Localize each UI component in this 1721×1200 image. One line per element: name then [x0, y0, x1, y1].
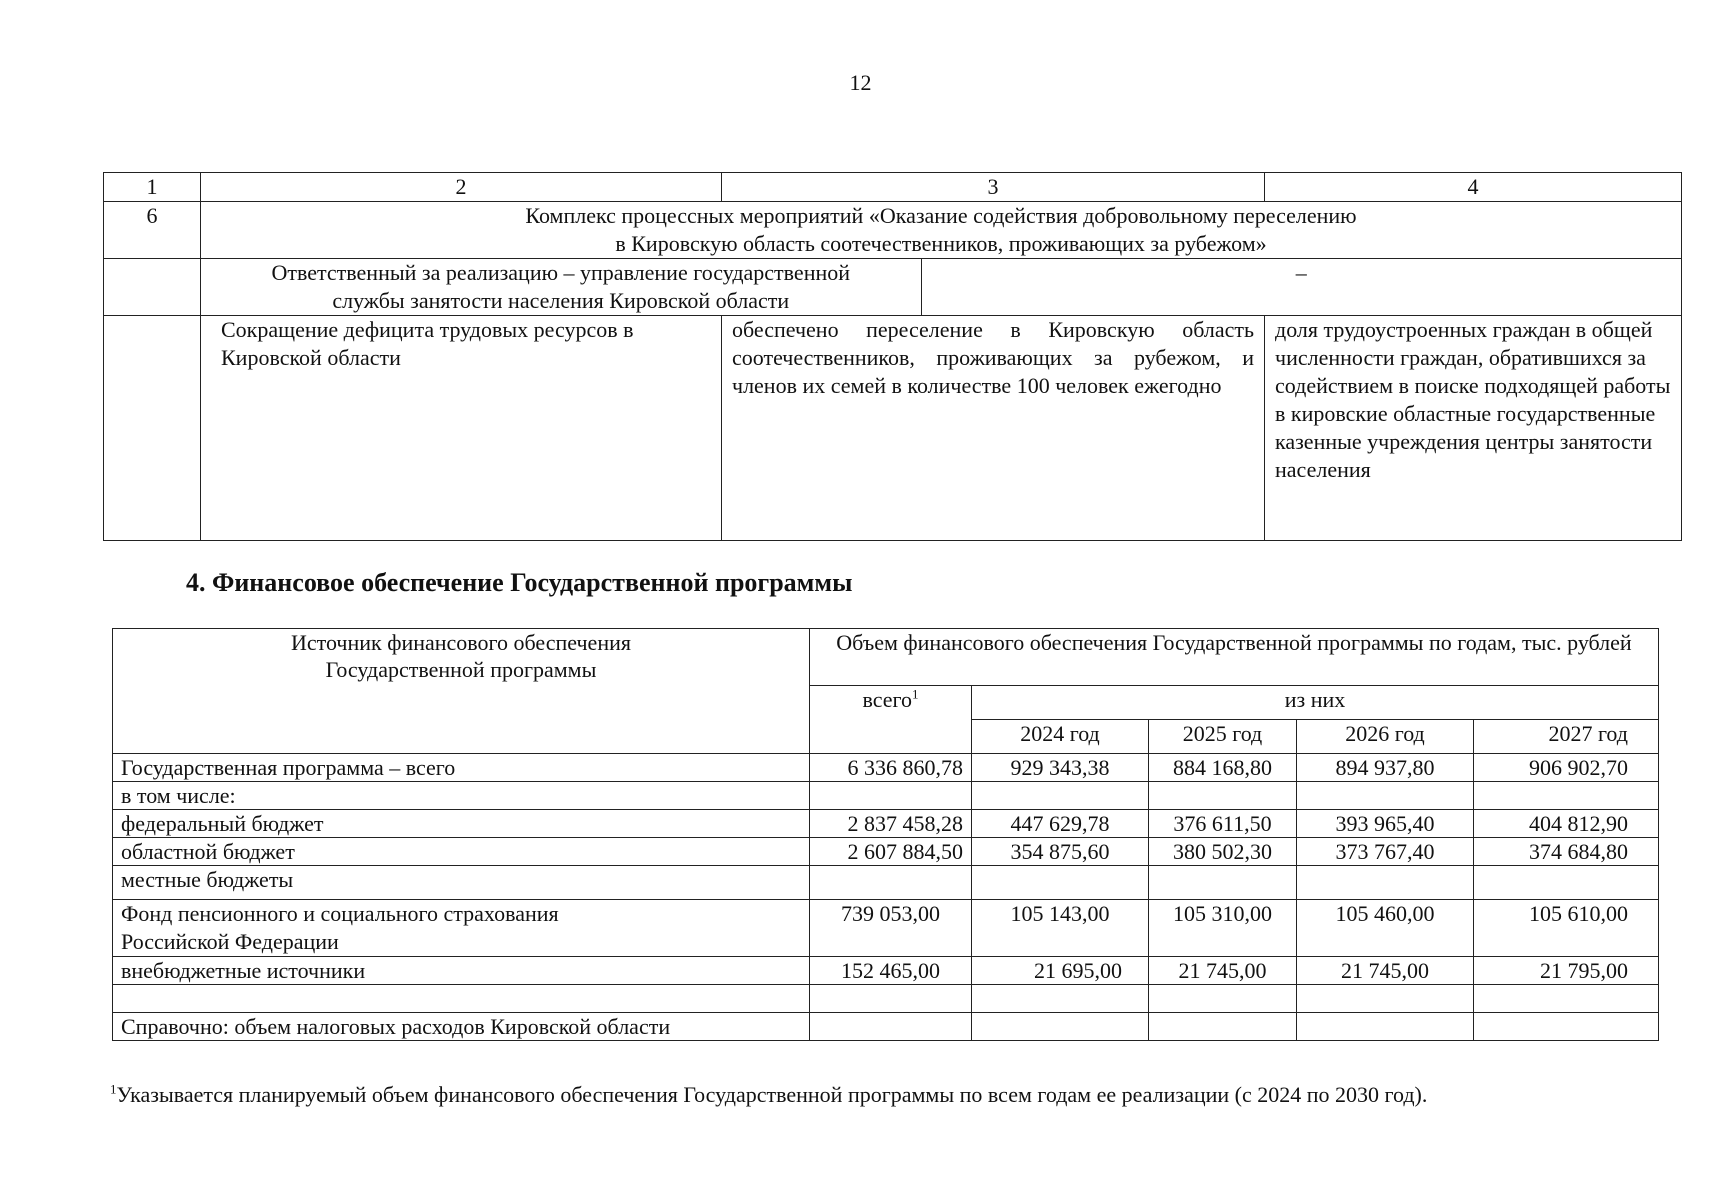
- complex-title-line2: в Кировскую область соотечественников, проживающих за рубежом»: [615, 231, 1267, 256]
- row-2027: 105 610,00: [1474, 900, 1659, 957]
- row-label: Справочно: объем налоговых расходов Кировской области: [113, 1013, 810, 1041]
- table-row: [113, 838, 1659, 866]
- table-row: [104, 259, 1682, 316]
- col-header-2: 2: [201, 173, 722, 202]
- row-2026: 373 767,40: [1297, 838, 1474, 866]
- year-header-2026: 2026 год: [1297, 720, 1474, 754]
- table-row: [113, 754, 1659, 782]
- table-header-row: [113, 629, 1659, 686]
- table-row: [113, 810, 1659, 838]
- row-total: 152 465,00: [810, 957, 972, 985]
- row-2024: 354 875,60: [972, 838, 1149, 866]
- activities-table: [103, 172, 1682, 541]
- row-2025: 376 611,50: [1149, 810, 1297, 838]
- row-total: 2 837 458,28: [810, 810, 972, 838]
- row-2025: 884 168,80: [1149, 754, 1297, 782]
- page-number: 12: [849, 70, 872, 95]
- row-label: Государственная программа – всего: [113, 754, 810, 782]
- row-2026: 894 937,80: [1297, 754, 1474, 782]
- col-header-4: 4: [1265, 173, 1682, 202]
- col-header-3: 3: [722, 173, 1265, 202]
- row-2027: 374 684,80: [1474, 838, 1659, 866]
- table-row: [104, 202, 1682, 259]
- row-2024: 929 343,38: [972, 754, 1149, 782]
- financing-table: [112, 628, 1659, 1041]
- table-header-row: [104, 173, 1682, 202]
- row-2025: 380 502,30: [1149, 838, 1297, 866]
- indicator-cell: доля трудоустроенных граждан в общей численности граждан, обратившихся за содействием в поиске подходящей работы в кировские областные государственные казенные учреждения центры занятости населения: [1265, 316, 1682, 541]
- row-2025: 21 745,00: [1149, 957, 1297, 985]
- table-row: [113, 1013, 1659, 1041]
- footnote: [110, 1082, 1427, 1108]
- row-2027: 21 795,00: [1474, 957, 1659, 985]
- table-row: [113, 900, 1659, 957]
- row-2026: 105 460,00: [1297, 900, 1474, 957]
- source-header: Источник финансового обеспечения Государственной программы: [113, 629, 810, 754]
- of-them-header: из них: [972, 686, 1659, 720]
- row-number: 6: [104, 202, 201, 259]
- year-header-2027: 2027 год: [1474, 720, 1659, 754]
- section-heading: 4. Финансовое обеспечение Государственной программы: [186, 568, 853, 597]
- row-label: федеральный бюджет: [113, 810, 810, 838]
- footnote-text: Указывается планируемый объем финансового обеспечения Государственной программы по всем годам ее реализации (с 2024 по 2030 год).: [116, 1082, 1428, 1107]
- table-row: [104, 316, 1682, 541]
- result-cell: обеспечено переселение в Кировскую область соотечественников, проживающих за рубежом, и членов их семей в количестве 100 человек ежегодно: [722, 316, 1265, 541]
- row-total: 739 053,00: [810, 900, 972, 957]
- responsible-text: Ответственный за реализацию – управление государственной службы занятости населения Кировской области: [271, 260, 851, 313]
- responsible-dash: –: [921, 259, 1681, 315]
- row-2024: 105 143,00: [972, 900, 1149, 957]
- row-2026: 21 745,00: [1297, 957, 1474, 985]
- row-total: 2 607 884,50: [810, 838, 972, 866]
- row-2024: 21 695,00: [972, 957, 1149, 985]
- footnote-mark: 1: [110, 1081, 117, 1097]
- task-cell: Сокращение дефицита трудовых ресурсов в Кировской области: [201, 316, 722, 541]
- responsible-row: [201, 259, 1681, 315]
- row-label: внебюджетные источники: [113, 957, 810, 985]
- row-2025: 105 310,00: [1149, 900, 1297, 957]
- volume-header: Объем финансового обеспечения Государственной программы по годам, тыс. рублей: [810, 629, 1659, 686]
- row-2027: 906 902,70: [1474, 754, 1659, 782]
- row-label: в том числе:: [113, 782, 810, 810]
- row-2027: 404 812,90: [1474, 810, 1659, 838]
- year-header-2024: 2024 год: [972, 720, 1149, 754]
- table-row: [113, 866, 1659, 900]
- row-total: 6 336 860,78: [810, 754, 972, 782]
- row-2024: 447 629,78: [972, 810, 1149, 838]
- row-2026: 393 965,40: [1297, 810, 1474, 838]
- table-row: [113, 957, 1659, 985]
- row-label: областной бюджет: [113, 838, 810, 866]
- year-header-2025: 2025 год: [1149, 720, 1297, 754]
- row-label: Фонд пенсионного и социального страхования Российской Федерации: [113, 900, 810, 957]
- complex-title: [201, 202, 1682, 259]
- row-label: [113, 985, 810, 1013]
- col-header-1: 1: [104, 173, 201, 202]
- table-row: [113, 985, 1659, 1013]
- complex-title-line1: Комплекс процессных мероприятий «Оказание содействия добровольному переселению: [525, 203, 1357, 228]
- row-label: местные бюджеты: [113, 866, 810, 900]
- table-row: [113, 782, 1659, 810]
- total-header: всего$^1$: [810, 686, 972, 754]
